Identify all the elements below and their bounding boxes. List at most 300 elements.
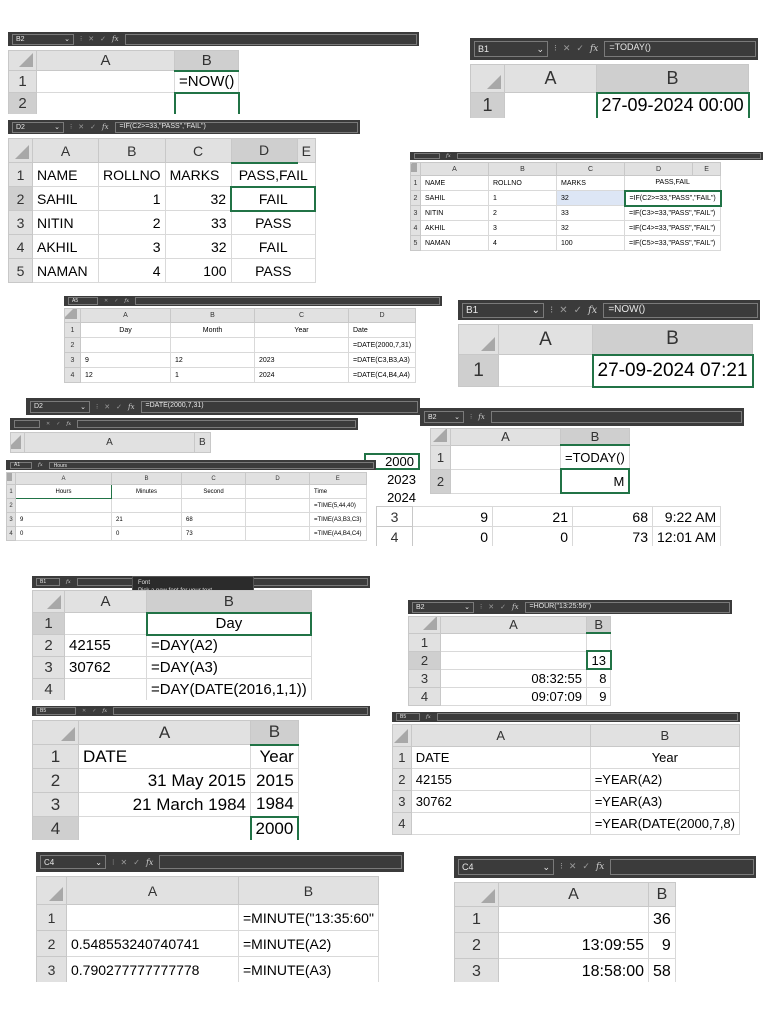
row-header[interactable]: 3 (33, 657, 65, 679)
vertical-ellipsis-icon[interactable]: ⁝ (70, 123, 73, 131)
cell[interactable] (587, 633, 611, 651)
check-icon[interactable]: ✓ (100, 35, 106, 43)
name-box[interactable]: D2 ⌄ (12, 122, 64, 133)
cell[interactable]: =DATE(2000,7,31) (349, 338, 416, 353)
cell[interactable]: 32 (165, 235, 231, 259)
cell[interactable]: =TIME(A4,B4,C4) (310, 527, 367, 541)
active-cell[interactable]: 27-09-2024 00:00 (597, 93, 749, 119)
active-cell[interactable]: =IF(C2>=33,"PASS","FAIL") (625, 191, 721, 206)
row-header[interactable]: 1 (431, 445, 451, 469)
cell[interactable]: 2023 (255, 353, 349, 368)
name-box[interactable]: B5 (396, 713, 420, 721)
cell[interactable]: NAMAN (33, 259, 99, 283)
row-header[interactable]: 2 (33, 635, 65, 657)
cell[interactable]: 9:22 AM (653, 507, 721, 527)
name-box[interactable]: D2 ⌄ (30, 401, 90, 413)
col-header-b[interactable]: B (239, 877, 379, 905)
formula-input[interactable] (159, 855, 402, 869)
cell[interactable]: PASS,FAIL (231, 163, 315, 187)
cell[interactable] (182, 499, 246, 513)
cell[interactable] (246, 527, 310, 541)
col-header-b[interactable]: B (649, 883, 676, 907)
fx-icon[interactable]: fx (66, 421, 72, 427)
cell[interactable]: PASS,FAIL (625, 176, 721, 191)
row-header[interactable]: 1 (471, 93, 505, 119)
select-all-corner[interactable] (471, 65, 505, 93)
cell[interactable]: 9 (81, 353, 171, 368)
cell[interactable]: =YEAR(A3) (590, 791, 739, 813)
col-header-a[interactable]: A (499, 883, 649, 907)
col-header-a[interactable]: A (16, 473, 112, 485)
row-header[interactable]: 3 (65, 353, 81, 368)
cell[interactable] (499, 907, 649, 933)
row-header[interactable]: 3 (393, 791, 412, 813)
cell[interactable]: AKHIL (421, 221, 489, 236)
cell[interactable]: 18:58:00 (499, 959, 649, 983)
active-cell[interactable]: FAIL (231, 187, 315, 211)
cell[interactable]: 32 (557, 191, 625, 206)
cell[interactable]: SAHIL (33, 187, 99, 211)
cell[interactable]: =YEAR(A2) (590, 769, 739, 791)
check-icon[interactable]: ✓ (90, 123, 96, 131)
active-cell[interactable]: M (561, 469, 630, 493)
cell[interactable]: 3 (489, 221, 557, 236)
vertical-ellipsis-icon[interactable]: ⁝ (560, 862, 563, 872)
fx-icon[interactable]: fx (38, 462, 43, 468)
formula-input[interactable]: =NOW() (603, 303, 758, 318)
cell[interactable]: 33 (557, 206, 625, 221)
fx-icon[interactable]: fx (595, 862, 605, 872)
chevron-down-icon[interactable]: ⌄ (64, 36, 70, 43)
cell[interactable]: 68 (573, 507, 653, 527)
cell[interactable]: 2024 (387, 490, 416, 505)
cell[interactable]: 0 (493, 527, 573, 547)
cross-icon[interactable]: ✕ (120, 857, 128, 867)
select-all-corner[interactable] (409, 617, 441, 634)
select-all-corner[interactable] (33, 721, 79, 745)
cell[interactable] (246, 513, 310, 527)
cell[interactable]: AKHIL (33, 235, 99, 259)
cell[interactable]: 12 (81, 368, 171, 383)
row-header[interactable]: 2 (9, 187, 33, 211)
row-header[interactable]: 1 (7, 485, 16, 499)
cell[interactable]: DATE (79, 745, 251, 769)
row-header[interactable]: 1 (65, 323, 81, 338)
col-header-b[interactable]: B (171, 309, 255, 323)
cell[interactable] (255, 338, 349, 353)
name-box[interactable]: B2 ⌄ (412, 602, 474, 613)
col-header-a[interactable]: A (67, 877, 239, 905)
cell[interactable]: 2023 (387, 472, 416, 487)
vertical-ellipsis-icon[interactable]: ⁝ (480, 603, 483, 611)
cell[interactable]: 21 (112, 513, 182, 527)
cell[interactable] (499, 355, 593, 387)
name-box[interactable]: A5 (68, 297, 98, 305)
cell[interactable]: NITIN (33, 211, 99, 235)
check-icon[interactable]: ✓ (500, 603, 506, 611)
cell[interactable] (441, 633, 587, 651)
row-header[interactable]: 4 (393, 813, 412, 835)
cell[interactable] (65, 613, 147, 635)
cell[interactable]: 58 (649, 959, 676, 983)
cell[interactable]: =IF(C4>=33,"PASS","FAIL") (625, 221, 721, 236)
row-header[interactable]: 1 (9, 163, 33, 187)
cell[interactable] (16, 499, 112, 513)
cell[interactable]: 3 (99, 235, 166, 259)
col-header-b[interactable]: B (195, 433, 211, 453)
cell[interactable]: NITIN (421, 206, 489, 221)
cell[interactable]: Second (182, 485, 246, 499)
cross-icon[interactable]: ✕ (82, 708, 87, 714)
cell[interactable]: 1984 (251, 793, 299, 817)
select-all-corner[interactable] (9, 51, 37, 71)
cross-icon[interactable]: ✕ (46, 421, 51, 427)
chevron-down-icon[interactable]: ⌄ (531, 304, 540, 316)
cross-icon[interactable]: ✕ (78, 123, 85, 131)
row-header[interactable]: 4 (65, 368, 81, 383)
col-header-a[interactable]: A (37, 51, 175, 71)
cell[interactable]: =YEAR(DATE(2000,7,8) (590, 813, 739, 835)
cell[interactable]: =NOW() (175, 71, 239, 93)
cell[interactable] (79, 817, 251, 841)
vertical-ellipsis-icon[interactable]: ⁝ (470, 413, 473, 421)
col-header-b[interactable]: B (597, 65, 749, 93)
cell[interactable]: 4 (489, 236, 557, 251)
fx-icon[interactable]: fx (124, 298, 130, 304)
name-box[interactable]: B1 ⌄ (474, 41, 548, 57)
formula-input[interactable]: =DATE(2000,7,31) (141, 401, 418, 413)
cell[interactable]: =IF(C5>=33,"PASS","FAIL") (625, 236, 721, 251)
row-header[interactable]: 2 (33, 769, 79, 793)
cell[interactable]: 2024 (255, 368, 349, 383)
check-icon[interactable]: ✓ (576, 44, 584, 54)
col-header-a[interactable]: A (25, 433, 195, 453)
cell[interactable]: =DAY(A2) (147, 635, 312, 657)
formula-input[interactable] (437, 713, 738, 721)
cell[interactable]: =TIME(A3,B3,C3) (310, 513, 367, 527)
fx-icon[interactable]: fx (66, 579, 71, 585)
cell[interactable]: MARKS (557, 176, 625, 191)
formula-input[interactable] (135, 297, 440, 305)
col-header-b[interactable]: B (489, 163, 557, 176)
col-header-b[interactable]: B (587, 617, 611, 634)
row-header[interactable]: 4 (377, 527, 413, 547)
col-header-a[interactable]: A (411, 725, 590, 747)
cell[interactable]: PASS (231, 259, 315, 283)
cell[interactable]: PASS (231, 211, 315, 235)
cross-icon[interactable]: ✕ (104, 402, 111, 411)
cell[interactable]: 31 May 2015 (79, 769, 251, 793)
col-header-b[interactable]: B (147, 591, 312, 613)
cell[interactable]: =IF(C3>=33,"PASS","FAIL") (625, 206, 721, 221)
cell[interactable] (246, 499, 310, 513)
cell[interactable] (441, 651, 587, 669)
cell[interactable]: Minutes (112, 485, 182, 499)
active-cell[interactable]: 27-09-2024 07:21 (593, 355, 753, 387)
name-box[interactable] (414, 153, 440, 159)
cell[interactable]: NAME (421, 176, 489, 191)
chevron-down-icon[interactable]: ⌄ (95, 857, 102, 867)
row-header[interactable]: 4 (9, 235, 33, 259)
select-all-corner[interactable] (11, 433, 25, 453)
col-header-d[interactable]: D (625, 163, 693, 176)
vertical-ellipsis-icon[interactable]: ⁝ (112, 857, 115, 867)
row-header[interactable]: 4 (33, 817, 79, 841)
col-header-e[interactable]: E (297, 139, 315, 163)
cell[interactable]: ROLLNO (489, 176, 557, 191)
row-header[interactable]: 2 (411, 191, 421, 206)
active-cell[interactable]: 13 (587, 651, 611, 669)
row-header[interactable]: 3 (377, 507, 413, 527)
cell[interactable]: 73 (182, 527, 246, 541)
row-header[interactable]: 3 (455, 959, 499, 983)
row-header[interactable]: 1 (9, 71, 37, 93)
cell[interactable]: 42155 (411, 769, 590, 791)
col-header-b[interactable]: B (175, 51, 239, 71)
name-box[interactable]: C4 ⌄ (458, 859, 554, 875)
col-header-c[interactable]: C (165, 139, 231, 163)
select-all-corner[interactable] (65, 309, 81, 323)
cell[interactable]: Year (590, 747, 739, 769)
col-header-b[interactable]: B (251, 721, 299, 745)
col-header-a[interactable]: A (441, 617, 587, 634)
formula-input[interactable] (113, 707, 368, 715)
cell[interactable]: 12 (171, 353, 255, 368)
cell[interactable] (246, 485, 310, 499)
cell[interactable]: 1 (489, 191, 557, 206)
cell[interactable]: 13:09:55 (499, 933, 649, 959)
row-header[interactable]: 1 (455, 907, 499, 933)
cell[interactable]: =TIME(5,44,40) (310, 499, 367, 513)
cell[interactable]: 33 (165, 211, 231, 235)
cell[interactable] (451, 445, 561, 469)
active-cell[interactable] (175, 93, 239, 115)
cell[interactable]: 2 (489, 206, 557, 221)
cell[interactable]: NAMAN (421, 236, 489, 251)
cell[interactable]: 73 (573, 527, 653, 547)
select-all-corner[interactable] (455, 883, 499, 907)
cell[interactable] (171, 338, 255, 353)
cell[interactable] (81, 338, 171, 353)
active-cell[interactable]: Hours (16, 485, 112, 499)
col-header-d[interactable]: D (246, 473, 310, 485)
cell[interactable]: 9 (649, 933, 676, 959)
cell[interactable]: 0.790277777777778 (67, 957, 239, 983)
fx-icon[interactable]: fx (446, 153, 451, 159)
cell[interactable]: 09:07:09 (441, 687, 587, 705)
cross-icon[interactable]: ✕ (562, 44, 571, 54)
cell[interactable] (37, 71, 175, 93)
col-header-a[interactable]: A (81, 309, 171, 323)
check-icon[interactable]: ✓ (114, 298, 119, 304)
vertical-ellipsis-icon[interactable]: ⁝ (554, 44, 557, 54)
row-header[interactable]: 2 (393, 769, 412, 791)
check-icon[interactable]: ✓ (133, 857, 140, 867)
cell[interactable]: Date (349, 323, 416, 338)
cell[interactable]: 0.548553240740741 (67, 931, 239, 957)
chevron-down-icon[interactable]: ⌄ (542, 861, 550, 872)
col-header-c[interactable]: C (182, 473, 246, 485)
cell[interactable]: Month (171, 323, 255, 338)
row-header[interactable]: 4 (411, 221, 421, 236)
col-header-b[interactable]: B (99, 139, 166, 163)
chevron-down-icon[interactable]: ⌄ (80, 403, 86, 411)
name-box[interactable] (14, 420, 40, 428)
vertical-ellipsis-icon[interactable]: ⁝ (96, 402, 99, 411)
select-all-corner[interactable] (33, 591, 65, 613)
fx-icon[interactable]: fx (478, 413, 485, 421)
cell[interactable]: 42155 (65, 635, 147, 657)
col-header-c[interactable]: C (557, 163, 625, 176)
cross-icon[interactable]: ✕ (559, 304, 568, 316)
cell[interactable]: 30762 (65, 657, 147, 679)
select-all-corner[interactable] (37, 877, 67, 905)
select-all-corner[interactable] (431, 429, 451, 446)
col-header-a[interactable]: A (79, 721, 251, 745)
cell[interactable] (411, 813, 590, 835)
cell[interactable]: 2015 (251, 769, 299, 793)
row-header[interactable]: 1 (33, 613, 65, 635)
cell[interactable]: =MINUTE("13:35:60" (239, 905, 379, 931)
cell[interactable]: 08:32:55 (441, 669, 587, 687)
chevron-down-icon[interactable]: ⌄ (54, 124, 60, 131)
fx-icon[interactable]: fx (511, 603, 519, 611)
fx-icon[interactable]: fx (102, 708, 108, 714)
name-box[interactable]: B2 ⌄ (12, 34, 74, 45)
col-header-a[interactable]: A (499, 325, 593, 355)
select-all-corner[interactable] (411, 163, 421, 176)
row-header[interactable]: 1 (459, 355, 499, 387)
col-header-b[interactable]: B (112, 473, 182, 485)
row-header[interactable]: 1 (37, 905, 67, 931)
name-box[interactable]: C4 ⌄ (40, 855, 106, 869)
cell[interactable]: 21 (493, 507, 573, 527)
col-header-b[interactable]: B (561, 429, 630, 446)
row-header[interactable]: 2 (431, 469, 451, 493)
select-all-corner[interactable] (393, 725, 412, 747)
cell[interactable]: NAME (33, 163, 99, 187)
cell[interactable]: 12:01 AM (653, 527, 721, 547)
cell[interactable]: 21 March 1984 (79, 793, 251, 817)
col-header-a[interactable]: A (65, 591, 147, 613)
cell[interactable]: 9 (16, 513, 112, 527)
cell[interactable] (451, 469, 561, 493)
chevron-down-icon[interactable]: ⌄ (464, 604, 470, 611)
cell[interactable]: =DATE(C4,B4,A4) (349, 368, 416, 383)
name-box[interactable]: B1 (36, 578, 60, 586)
cell[interactable]: 4 (99, 259, 166, 283)
cell[interactable] (505, 93, 597, 119)
cross-icon[interactable]: ✕ (568, 862, 577, 872)
check-icon[interactable]: ✓ (573, 304, 582, 316)
formula-input[interactable] (125, 34, 417, 45)
cell[interactable]: 68 (182, 513, 246, 527)
check-icon[interactable]: ✓ (56, 421, 61, 427)
fx-icon[interactable]: fx (111, 35, 119, 43)
cell[interactable]: 100 (165, 259, 231, 283)
cell[interactable] (67, 905, 239, 931)
select-all-corner[interactable] (7, 473, 16, 485)
cell[interactable]: 32 (557, 221, 625, 236)
fx-icon[interactable]: fx (589, 44, 599, 54)
row-header[interactable]: 5 (411, 236, 421, 251)
name-box[interactable]: B1 ⌄ (462, 303, 544, 318)
row-header[interactable]: 5 (9, 259, 33, 283)
formula-input[interactable]: =IF(C2>=33,"PASS","FAIL") (115, 122, 358, 133)
vertical-ellipsis-icon[interactable]: ⁝ (550, 304, 554, 316)
col-header-e[interactable]: E (310, 473, 367, 485)
formula-input[interactable]: =TODAY() (604, 41, 756, 57)
name-box[interactable]: B2 ⌄ (424, 411, 464, 423)
active-cell[interactable]: 2000 (251, 817, 299, 841)
row-header[interactable]: 1 (33, 745, 79, 769)
cell[interactable]: 32 (165, 187, 231, 211)
cross-icon[interactable]: ✕ (488, 603, 495, 611)
cell[interactable]: 30762 (411, 791, 590, 813)
col-header-a[interactable]: A (421, 163, 489, 176)
col-header-d[interactable]: D (349, 309, 416, 323)
select-all-corner[interactable] (9, 139, 33, 163)
cell[interactable]: Year (255, 323, 349, 338)
col-header-e[interactable]: E (693, 163, 721, 176)
cell[interactable]: 9 (587, 687, 611, 705)
row-header[interactable]: 2 (65, 338, 81, 353)
cell[interactable]: 8 (587, 669, 611, 687)
cell[interactable] (112, 499, 182, 513)
cell[interactable]: =DAY(DATE(2016,1,1)) (147, 679, 312, 701)
cell[interactable]: Time (310, 485, 367, 499)
row-header[interactable]: 1 (409, 633, 441, 651)
cell[interactable] (37, 93, 175, 115)
formula-input[interactable] (491, 411, 742, 423)
row-header[interactable]: 2 (409, 651, 441, 669)
col-header-a[interactable]: A (451, 429, 561, 446)
row-header[interactable]: 3 (33, 793, 79, 817)
cell[interactable]: 2 (99, 211, 166, 235)
cell[interactable]: =TODAY() (561, 445, 630, 469)
row-header[interactable]: 1 (411, 176, 421, 191)
fx-icon[interactable]: fx (587, 304, 598, 316)
fx-icon[interactable]: fx (145, 857, 154, 867)
cell[interactable]: FAIL (231, 235, 315, 259)
row-header[interactable]: 3 (9, 211, 33, 235)
row-header[interactable]: 2 (9, 93, 37, 115)
cell[interactable]: MARKS (165, 163, 231, 187)
cell[interactable]: 9 (413, 507, 493, 527)
cell[interactable]: 1 (99, 187, 166, 211)
cell[interactable]: =DATE(C3,B3,A3) (349, 353, 416, 368)
cross-icon[interactable]: ✕ (104, 298, 109, 304)
cell[interactable]: 2000 (364, 453, 420, 470)
row-header[interactable]: 3 (411, 206, 421, 221)
col-header-d[interactable]: D (231, 139, 297, 163)
check-icon[interactable]: ✓ (92, 708, 97, 714)
cell[interactable]: =MINUTE(A2) (239, 931, 379, 957)
row-header[interactable]: 2 (7, 499, 16, 513)
col-header-b[interactable]: B (590, 725, 739, 747)
formula-input[interactable] (610, 859, 754, 875)
cell[interactable]: 0 (112, 527, 182, 541)
row-header[interactable]: 4 (33, 679, 65, 701)
cell[interactable]: SAHIL (421, 191, 489, 206)
cell[interactable]: Year (251, 745, 299, 769)
row-header[interactable]: 3 (409, 669, 441, 687)
cell[interactable] (65, 679, 147, 701)
chevron-down-icon[interactable]: ⌄ (536, 43, 544, 54)
vertical-ellipsis-icon[interactable]: ⁝ (80, 35, 83, 43)
chevron-down-icon[interactable]: ⌄ (454, 414, 460, 421)
row-header[interactable]: 3 (37, 957, 67, 983)
